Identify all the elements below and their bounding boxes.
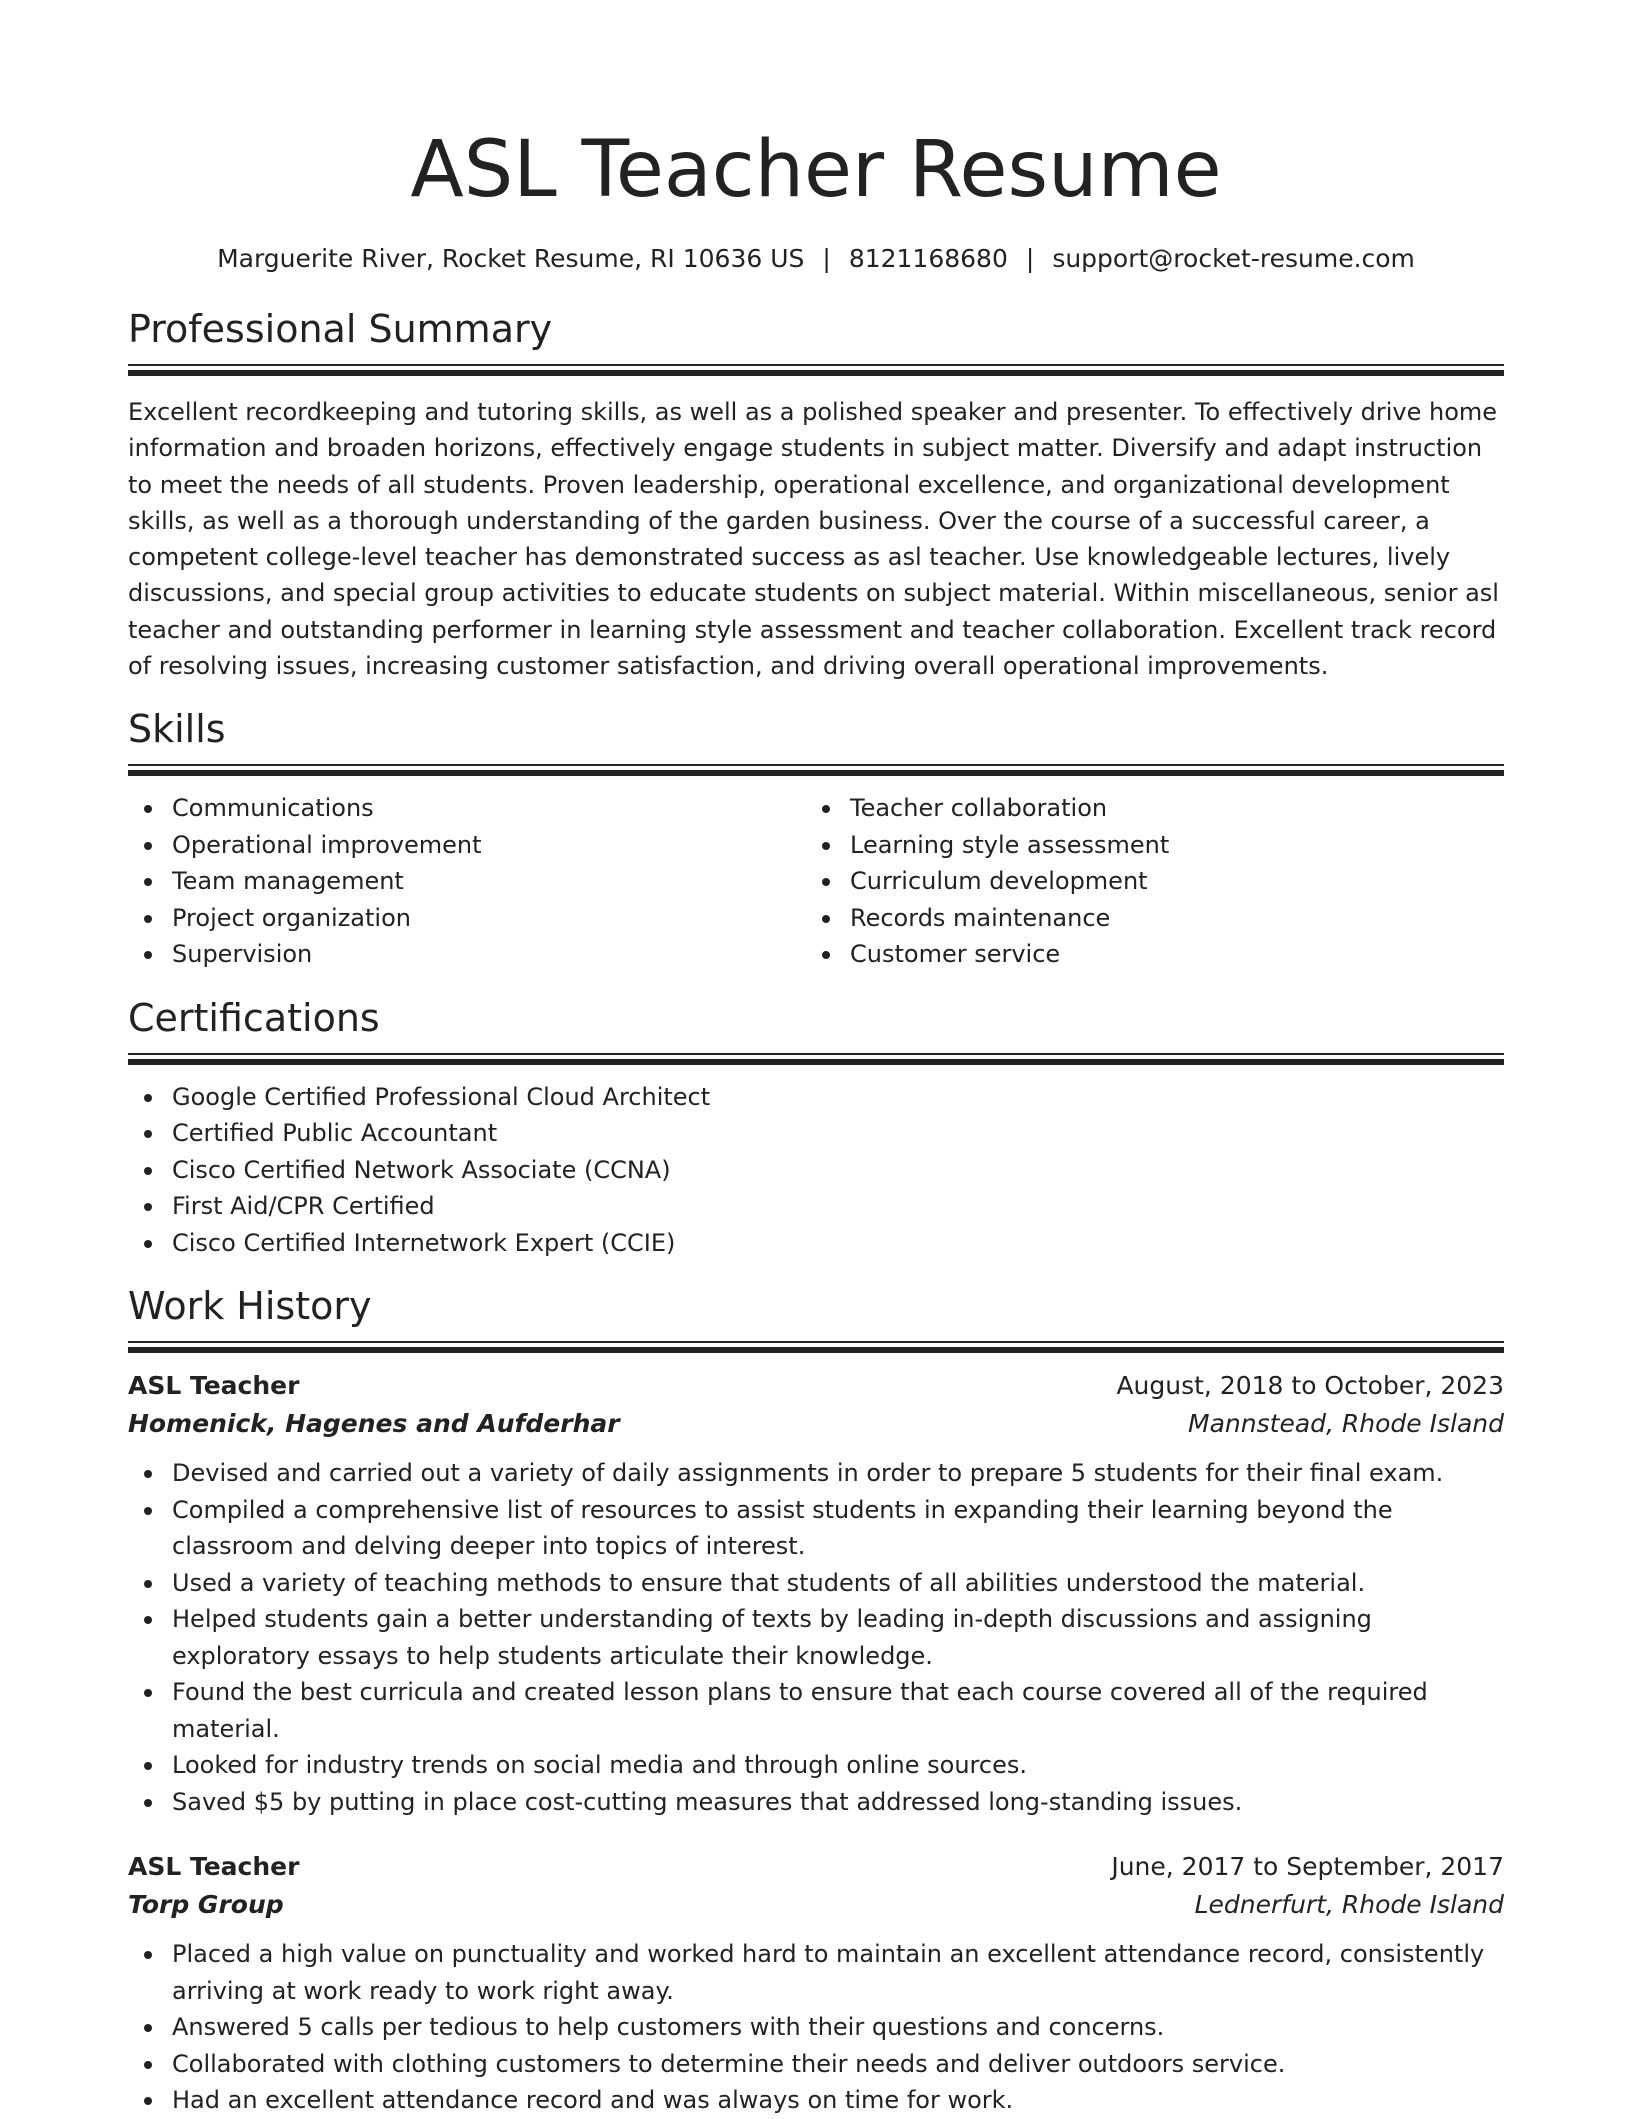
section-divider bbox=[128, 364, 1504, 376]
job-bullet: Compiled a comprehensive list of resources to assist students in expanding their learning beyond the classroom and delving deeper into topics of interest. bbox=[172, 1492, 1504, 1565]
job-bullet: Answered 5 calls per tedious to help customers with their questions and concerns. bbox=[172, 2009, 1504, 2046]
skills-list-right bbox=[806, 790, 1484, 973]
job-bullet: Used a variety of teaching methods to ensure that students of all abilities understood the material. bbox=[172, 1565, 1504, 1602]
job-dates: June, 2017 to September, 2017 bbox=[1111, 1852, 1504, 1882]
certification-item: Cisco Certified Network Associate (CCNA) bbox=[172, 1152, 1504, 1189]
skill-item: Team management bbox=[172, 863, 806, 900]
section-divider bbox=[128, 1053, 1504, 1065]
section-divider bbox=[128, 1341, 1504, 1353]
job-header bbox=[128, 1367, 1504, 1405]
certification-item: Certified Public Accountant bbox=[172, 1115, 1504, 1152]
skills-section bbox=[128, 706, 1504, 973]
job-bullets bbox=[128, 1455, 1504, 1820]
contact-line bbox=[128, 242, 1504, 276]
work-history-heading: Work History bbox=[128, 1284, 372, 1329]
skills-grid bbox=[128, 776, 1504, 973]
job-company: Torp Group bbox=[128, 1890, 284, 1920]
job-bullets bbox=[128, 1936, 1504, 2119]
skill-item: Learning style assessment bbox=[850, 827, 1484, 864]
summary-section bbox=[128, 306, 1504, 684]
job-subheader bbox=[128, 1886, 1504, 1924]
skill-item: Communications bbox=[172, 790, 806, 827]
job-location: Mannstead, Rhode Island bbox=[1188, 1409, 1504, 1439]
job-bullet: Placed a high value on punctuality and worked hard to maintain an excellent attendance record, consistently arriving at work ready to work right away. bbox=[172, 1936, 1504, 2009]
job-title: ASL Teacher bbox=[128, 1371, 300, 1401]
job-bullet: Had an excellent attendance record and was always on time for work. bbox=[172, 2082, 1504, 2119]
certifications-section bbox=[128, 995, 1504, 1262]
resume-title: ASL Teacher Resume bbox=[410, 125, 1222, 215]
job-bullet: Looked for industry trends on social media and through online sources. bbox=[172, 1747, 1504, 1784]
certification-item: Google Certified Professional Cloud Architect bbox=[172, 1079, 1504, 1116]
section-divider bbox=[128, 764, 1504, 776]
skills-list-left bbox=[128, 790, 806, 973]
job-header bbox=[128, 1848, 1504, 1886]
work-history-section bbox=[128, 1283, 1504, 2119]
skills-heading: Skills bbox=[128, 707, 226, 752]
summary-heading: Professional Summary bbox=[128, 307, 553, 351]
certifications-heading: Certifications bbox=[128, 995, 380, 1040]
skill-item: Project organization bbox=[172, 900, 806, 937]
resume-page bbox=[128, 0, 1504, 2119]
skills-column-right bbox=[806, 776, 1484, 973]
job-entry bbox=[128, 1848, 1504, 2119]
job-bullet: Saved $5 by putting in place cost-cutting measures that addressed long-standing issues. bbox=[172, 1784, 1504, 1821]
skill-item: Supervision bbox=[172, 936, 806, 973]
certification-item: First Aid/CPR Certified bbox=[172, 1188, 1504, 1225]
job-bullet: Helped students gain a better understanding of texts by leading in-depth discussions and assigning exploratory essays to help students articulate their knowledge. bbox=[172, 1601, 1504, 1674]
summary-text: Excellent recordkeeping and tutoring skills, as well as a polished speaker and presenter. To effectively drive home information and broaden horizons, effectively engage students in subject matter. Diversify and adapt instruction to meet the needs of all students. Proven leadership, operational excellence, and organizational development skills, as well as a thorough understanding of the garden business. Over the course of a successful career, a competent college-level teacher has demonstrated success as asl teacher. Use knowledgeable lectures, lively discussions, and special group activities to educate students on subject material. Within miscellaneous, senior asl teacher and outstanding performer in learning style assessment and teacher collaboration. Excellent track record of resolving issues, increasing customer satisfaction, and driving overall operational improvements. bbox=[128, 398, 1499, 681]
job-entry bbox=[128, 1367, 1504, 1820]
skill-item: Customer service bbox=[850, 936, 1484, 973]
job-dates: August, 2018 to October, 2023 bbox=[1116, 1371, 1504, 1401]
certifications-list bbox=[128, 1079, 1504, 1262]
job-subheader bbox=[128, 1405, 1504, 1443]
contact-separator: | bbox=[1025, 244, 1035, 273]
certification-item: Cisco Certified Internetwork Expert (CCIE) bbox=[172, 1225, 1504, 1262]
job-company: Homenick, Hagenes and Aufderhar bbox=[128, 1409, 620, 1439]
contact-phone: 8121168680 bbox=[848, 244, 1008, 273]
job-bullet: Collaborated with clothing customers to determine their needs and deliver outdoors service. bbox=[172, 2046, 1504, 2083]
skill-item: Operational improvement bbox=[172, 827, 806, 864]
skills-column-left bbox=[128, 776, 806, 973]
skill-item: Curriculum development bbox=[850, 863, 1484, 900]
skill-item: Teacher collaboration bbox=[850, 790, 1484, 827]
job-location: Lednerfurt, Rhode Island bbox=[1194, 1890, 1504, 1920]
contact-separator: | bbox=[822, 244, 831, 273]
job-bullet: Found the best curricula and created lesson plans to ensure that each course covered all of the required material. bbox=[172, 1674, 1504, 1747]
contact-email: support@rocket-resume.com bbox=[1052, 244, 1415, 273]
skill-item: Records maintenance bbox=[850, 900, 1484, 937]
contact-address: Marguerite River, Rocket Resume, RI 10636 US bbox=[217, 244, 805, 273]
job-bullet: Devised and carried out a variety of daily assignments in order to prepare 5 students for their final exam. bbox=[172, 1455, 1504, 1492]
job-title: ASL Teacher bbox=[128, 1852, 300, 1882]
